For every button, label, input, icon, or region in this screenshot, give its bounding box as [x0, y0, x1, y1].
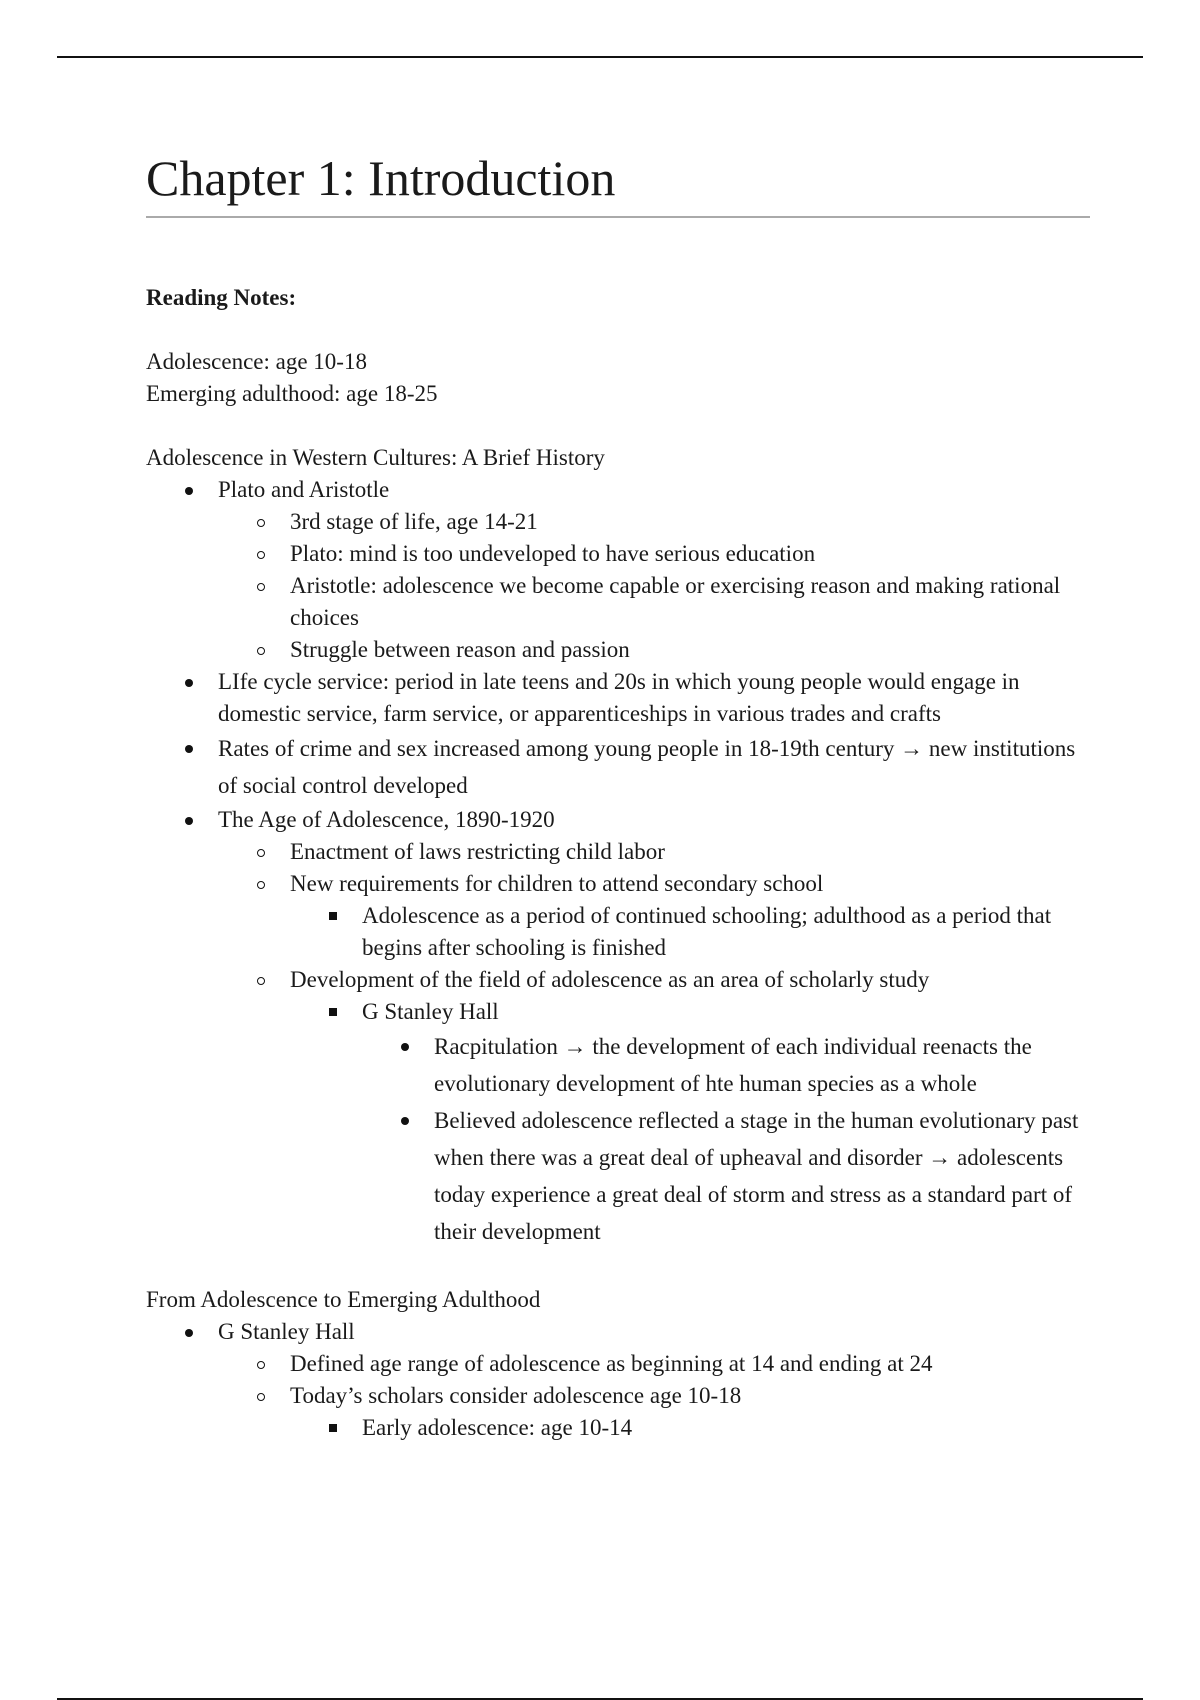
bullet-dot-icon — [146, 730, 218, 762]
reading-notes-heading: Reading Notes: — [146, 285, 297, 310]
item-text: Defined age range of adolescence as beginning at 14 and ending at 24 — [290, 1351, 933, 1376]
section-title-western: Adolescence in Western Cultures: A Brief History — [146, 445, 605, 470]
list-item — [218, 634, 1090, 666]
list-item — [290, 996, 1090, 1250]
western-history-list — [146, 474, 1090, 1250]
item-text: Enactment of laws restricting child labor — [290, 839, 665, 864]
requirements-sublist — [290, 900, 1090, 964]
item-text: Today’s scholars consider adolescence age 10-18 — [290, 1383, 742, 1408]
list-item — [290, 1412, 1090, 1444]
item-text: G Stanley Hall — [362, 999, 499, 1024]
bullet-square-icon — [290, 1412, 362, 1444]
bullet-circle-icon — [218, 964, 290, 996]
item-text: LIfe cycle service: period in late teens and 20s in which young people would engage in domestic service, farm service, or apparenticeships in various trades and crafts — [218, 669, 1020, 726]
bullet-circle-icon — [218, 506, 290, 538]
list-item — [362, 1028, 1090, 1102]
list-item — [146, 1316, 1090, 1444]
plato-sublist — [218, 506, 1090, 666]
hall-sublist — [362, 1028, 1090, 1250]
list-item — [146, 804, 1090, 1250]
item-text: The Age of Adolescence, 1890-1920 — [218, 807, 555, 832]
item-text: Struggle between reason and passion — [290, 637, 630, 662]
today-sublist — [290, 1412, 1090, 1444]
document-body — [146, 148, 1090, 1444]
item-text: Plato: mind is too undeveloped to have serious education — [290, 541, 816, 566]
item-text: G Stanley Hall — [218, 1319, 355, 1344]
item-text: 3rd stage of life, age 14-21 — [290, 509, 538, 534]
bullet-circle-icon — [218, 868, 290, 900]
emerging-list — [146, 1316, 1090, 1444]
item-text: Aristotle: adolescence we become capable or exercising reason and making rational choices — [290, 573, 1061, 630]
bullet-square-icon — [290, 996, 362, 1028]
bullet-dot-icon — [146, 1316, 218, 1348]
intro-line-emerging: Emerging adulthood: age 18-25 — [146, 381, 438, 406]
page-title: Chapter 1: Introduction — [146, 148, 1090, 218]
list-item — [146, 730, 1090, 804]
bullet-dot-icon — [362, 1102, 434, 1134]
bullet-dot-icon — [146, 474, 218, 506]
section-title-emerging: From Adolescence to Emerging Adulthood — [146, 1287, 541, 1312]
item-text: Believed adolescence reflected a stage in the human evolutionary past when there was a great deal of upheaval and disorder → adolescents today experience a great deal of storm and stress as a standard part of their development — [434, 1108, 1079, 1244]
bullet-dot-icon — [146, 666, 218, 698]
list-item — [218, 1380, 1090, 1444]
list-item — [218, 1348, 1090, 1380]
age-sublist — [218, 836, 1090, 1250]
list-item — [218, 836, 1090, 868]
item-text: Plato and Aristotle — [218, 477, 390, 502]
bullet-square-icon — [290, 900, 362, 932]
top-rule — [57, 56, 1143, 58]
development-sublist — [290, 996, 1090, 1250]
list-item — [146, 474, 1090, 666]
list-item — [362, 1102, 1090, 1250]
bullet-circle-icon — [218, 538, 290, 570]
bullet-dot-icon — [362, 1028, 434, 1060]
item-text: Development of the field of adolescence as an area of scholarly study — [290, 967, 930, 992]
list-item — [218, 506, 1090, 538]
intro-line-adolescence: Adolescence: age 10-18 — [146, 349, 367, 374]
bullet-circle-icon — [218, 836, 290, 868]
item-text: Adolescence as a period of continued schooling; adulthood as a period that begins after schooling is finished — [362, 903, 1052, 960]
item-text: Early adolescence: age 10-14 — [362, 1415, 633, 1440]
hall-age-sublist — [218, 1348, 1090, 1444]
list-item — [218, 538, 1090, 570]
bullet-circle-icon — [218, 1348, 290, 1380]
bullet-circle-icon — [218, 1380, 290, 1412]
list-item — [218, 964, 1090, 1250]
list-item — [146, 666, 1090, 730]
item-text: New requirements for children to attend secondary school — [290, 871, 824, 896]
list-item — [218, 570, 1090, 634]
list-item — [290, 900, 1090, 964]
item-text: Rates of crime and sex increased among young people in 18-19th century → new institutions of social control developed — [218, 736, 1076, 798]
bullet-dot-icon — [146, 804, 218, 836]
bullet-circle-icon — [218, 634, 290, 666]
list-item — [218, 868, 1090, 964]
item-text: Racpitulation → the development of each individual reenacts the evolutionary development of hte human species as a whole — [434, 1034, 1032, 1096]
bullet-circle-icon — [218, 570, 290, 602]
